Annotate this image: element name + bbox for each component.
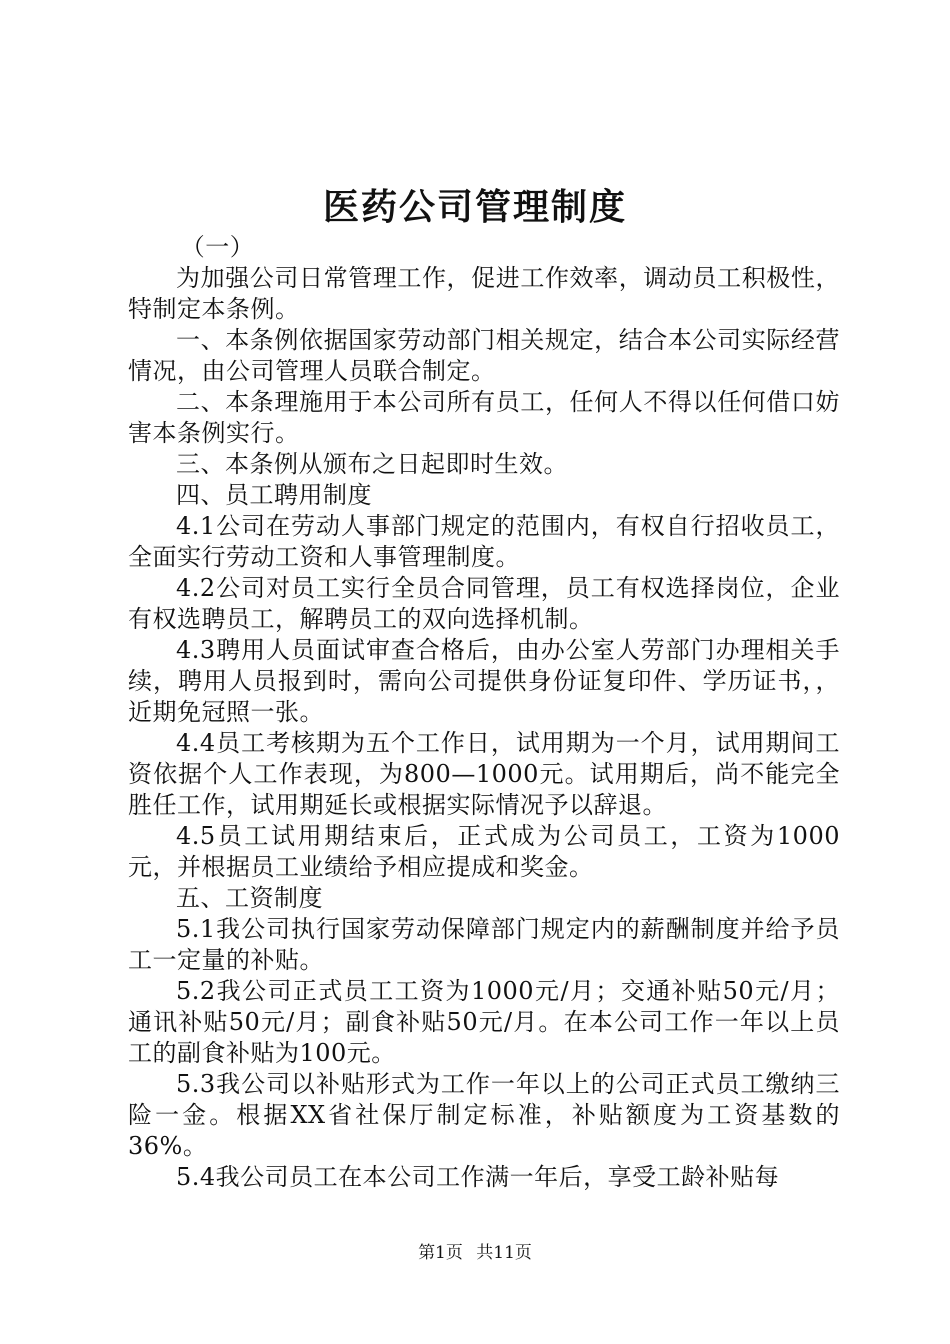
heading-salary-system: 五、工资制度 xyxy=(176,884,323,912)
paragraph-4-1: 4.1公司在劳动人事部门规定的范围内，有权自行招收员工，全面实行劳动工资和人事管理制度。 xyxy=(128,512,840,571)
paragraph-intro: 为加强公司日常管理工作，促进工作效率，调动员工积极性，特制定本条例。 xyxy=(128,264,840,323)
paragraph-4-5: 4.5员工试用期结束后，正式成为公司员工，工资为1000元，并根据员工业绩给予相应提成和奖金。 xyxy=(128,822,840,881)
paragraph-4-4: 4.4员工考核期为五个工作日，试用期为一个月，试用期间工资依据个人工作表现，为800—1000元。试用期后，尚不能完全胜任工作，试用期延长或根据实际情况予以辞退。 xyxy=(128,729,840,819)
document-title: 医药公司管理制度 xyxy=(322,186,627,228)
heading-employment-system: 四、员工聘用制度 xyxy=(176,481,372,509)
paragraph-5-4: 5.4我公司员工在本公司工作满一年后，享受工龄补贴每 xyxy=(176,1163,780,1191)
paragraph-4-3: 4.3聘用人员面试审查合格后，由办公室人劳部门办理相关手续，聘用人员报到时，需向公司提供身份证复印件、学历证书，，近期免冠照一张。 xyxy=(128,636,840,726)
document-body xyxy=(128,232,840,1193)
page-total: 共11页 xyxy=(476,1243,532,1263)
section-subtitle: （一） xyxy=(180,233,255,261)
paragraph-article-2: 二、本条理施用于本公司所有员工，任何人不得以任何借口妨害本条例实行。 xyxy=(128,388,840,447)
paragraph-5-3: 5.3我公司以补贴形式为工作一年以上的公司正式员工缴纳三险一金。根据XX省社保厅制定标准，补贴额度为工资基数的36%。 xyxy=(128,1070,840,1160)
paragraph-article-3: 三、本条例从颁布之日起即时生效。 xyxy=(176,450,568,478)
page-number: 第1页 xyxy=(418,1243,463,1263)
paragraph-5-2: 5.2我公司正式员工工资为1000元/月；交通补贴50元/月；通讯补贴50元/月；副食补贴50元/月。在本公司工作一年以上员工的副食补贴为100元。 xyxy=(128,977,840,1067)
page-footer xyxy=(0,1241,950,1265)
paragraph-5-1: 5.1我公司执行国家劳动保障部门规定内的薪酬制度并给予员工一定量的补贴。 xyxy=(128,915,840,974)
paragraph-4-2: 4.2公司对员工实行全员合同管理，员工有权选择岗位，企业有权选聘员工，解聘员工的双向选择机制。 xyxy=(128,574,840,633)
paragraph-article-1: 一、本条例依据国家劳动部门相关规定，结合本公司实际经营情况，由公司管理人员联合制定。 xyxy=(128,326,840,385)
